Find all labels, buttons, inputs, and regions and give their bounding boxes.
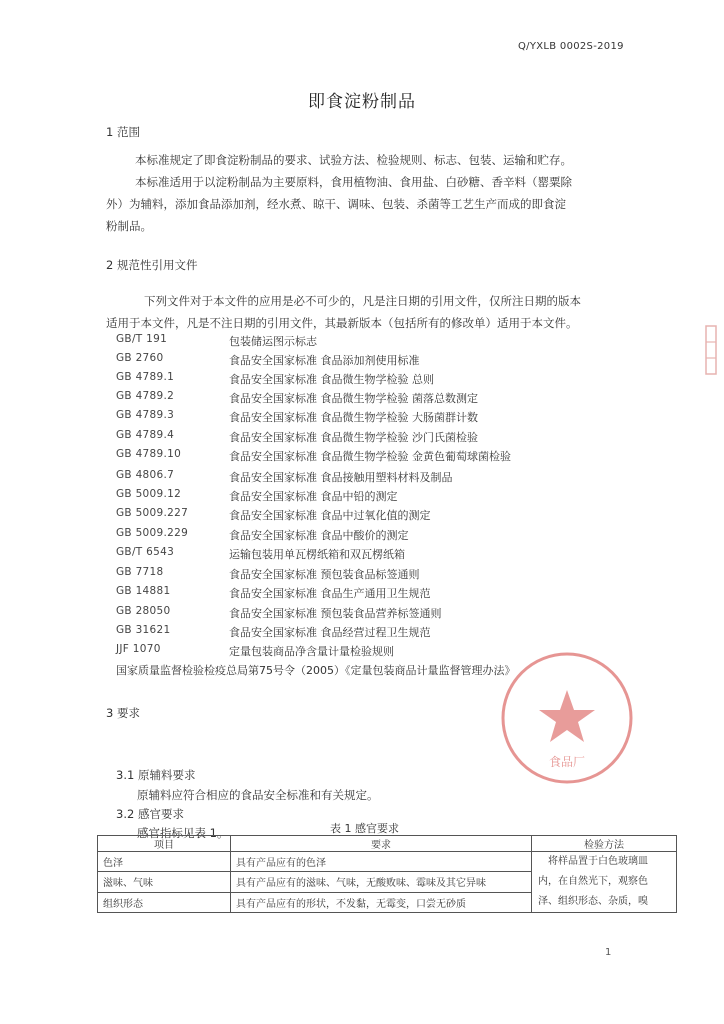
ref-code: GB 4789.1 <box>116 371 175 383</box>
ref-name: 食品安全国家标准 食品中过氧化值的测定 <box>229 509 431 522</box>
section-1-line: 外）为辅料，添加食品添加剂，经水煮、晾干、调味、包装、杀菌等工艺生产而成的即食淀 <box>106 197 566 211</box>
page-number: 1 <box>605 947 612 958</box>
table-cell-item: 色泽 <box>98 852 231 872</box>
ref-name: 食品安全国家标准 食品生产通用卫生规范 <box>229 587 431 600</box>
section-1-heading: 1 范围 <box>106 125 140 139</box>
edge-binding-mark <box>700 320 724 380</box>
document-title: 即食淀粉制品 <box>308 92 416 112</box>
table-1-caption: 表 1 感官要求 <box>330 822 399 835</box>
method-line: 泽、组织形态、杂质，嗅 <box>538 896 648 907</box>
ref-code: GB 4789.4 <box>116 429 175 441</box>
section-1-line: 本标准适用于以淀粉制品为主要原料，食用植物油、食用盐、白砂糖、香辛料（罂粟除 <box>135 175 572 189</box>
ref-name: 食品安全国家标准 食品接触用塑料材料及制品 <box>229 471 453 484</box>
ref-code: GB 28050 <box>116 605 171 617</box>
table-row <box>98 852 677 872</box>
ref-code: GB 4789.2 <box>116 390 175 402</box>
ref-name: 定量包装商品净含量计量检验规则 <box>229 645 394 658</box>
section-3-2-text: 感官指标见表 1。 <box>137 826 229 840</box>
ref-code: GB 14881 <box>116 585 171 597</box>
ref-name: 食品安全国家标准 食品微生物学检验 菌落总数测定 <box>229 392 478 405</box>
section-1-body <box>106 149 646 237</box>
table-cell-method <box>532 852 677 913</box>
ref-code: GB 4789.3 <box>116 409 175 421</box>
ref-name: 包装储运图示标志 <box>229 335 317 348</box>
table-header-cell: 项目 <box>98 836 231 852</box>
ref-code: GB 5009.12 <box>116 488 182 500</box>
method-line: 内，在自然光下，观察色 <box>538 876 648 887</box>
decree-reference: 国家质量监督检验检疫总局第75号令（2005）《定量包装商品计量监督管理办法》 <box>116 664 516 677</box>
ref-code: GB 2760 <box>116 352 164 364</box>
ref-name: 食品安全国家标准 预包装食品标签通则 <box>229 568 420 581</box>
ref-name: 食品安全国家标准 食品中铅的测定 <box>229 490 398 503</box>
sensory-requirements-table <box>97 835 677 913</box>
ref-name: 食品安全国家标准 预包装食品营养标签通则 <box>229 607 442 620</box>
ref-name: 食品安全国家标准 食品微生物学检验 大肠菌群计数 <box>229 411 478 424</box>
method-line: 将样品置于白色玻璃皿 <box>548 856 648 867</box>
ref-code: GB 4789.10 <box>116 448 182 460</box>
section-3-1-text: 原辅料应符合相应的食品安全标准和有关规定。 <box>137 788 379 802</box>
table-cell-item: 滋味、气味 <box>98 872 231 892</box>
table-header-row <box>98 836 677 852</box>
ref-name: 食品安全国家标准 食品经营过程卫生规范 <box>229 626 431 639</box>
ref-name: 食品安全国家标准 食品微生物学检验 金黄色葡萄球菌检验 <box>229 450 511 463</box>
ref-code: GB/T 191 <box>116 333 168 345</box>
standard-code: Q/YXLB 0002S-2019 <box>518 41 624 52</box>
section-3-2-heading: 3.2 感官要求 <box>116 807 184 821</box>
ref-code: GB 31621 <box>116 624 171 636</box>
table-header-cell: 要求 <box>231 836 532 852</box>
table-header-cell: 检验方法 <box>532 836 677 852</box>
section-3-1-heading: 3.1 原辅料要求 <box>116 768 196 782</box>
ref-code: GB 4806.7 <box>116 469 175 481</box>
ref-name: 食品安全国家标准 食品微生物学检验 沙门氏菌检验 <box>229 431 478 444</box>
company-seal-stamp <box>497 648 637 788</box>
ref-code: GB/T 6543 <box>116 546 175 558</box>
ref-code: GB 5009.227 <box>116 507 189 519</box>
section-1-line: 粉制品。 <box>106 219 152 233</box>
section-2-heading: 2 规范性引用文件 <box>106 258 198 272</box>
ref-code: GB 5009.229 <box>116 527 189 539</box>
section-2-intro-line: 下列文件对于本文件的应用是必不可少的，凡是注日期的引用文件，仅所注日期的版本 <box>144 294 581 308</box>
seal-text: 食品厂 <box>548 755 586 769</box>
section-2-intro <box>106 290 646 334</box>
ref-code: JJF 1070 <box>116 643 161 655</box>
section-1-line: 本标准规定了即食淀粉制品的要求、试验方法、检验规则、标志、包装、运输和贮存。 <box>135 153 572 167</box>
table-cell-requirement: 具有产品应有的色泽 <box>231 852 532 872</box>
table-cell-item: 组织形态 <box>98 892 231 912</box>
table-cell-requirement: 具有产品应有的滋味、气味，无酸败味、霉味及其它异味 <box>231 872 532 892</box>
ref-code: GB 7718 <box>116 566 164 578</box>
ref-name: 运输包装用单瓦楞纸箱和双瓦楞纸箱 <box>229 548 405 561</box>
ref-name: 食品安全国家标准 食品微生物学检验 总则 <box>229 373 434 386</box>
section-3-heading: 3 要求 <box>106 706 140 720</box>
section-2-intro-line: 适用于本文件，凡是不注日期的引用文件，其最新版本（包括所有的修改单）适用于本文件。 <box>106 316 578 330</box>
ref-name: 食品安全国家标准 食品添加剂使用标准 <box>229 354 420 367</box>
ref-name: 食品安全国家标准 食品中酸价的测定 <box>229 529 409 542</box>
table-cell-requirement: 具有产品应有的形状，不发黏，无霉变，口尝无砂质 <box>231 892 532 912</box>
